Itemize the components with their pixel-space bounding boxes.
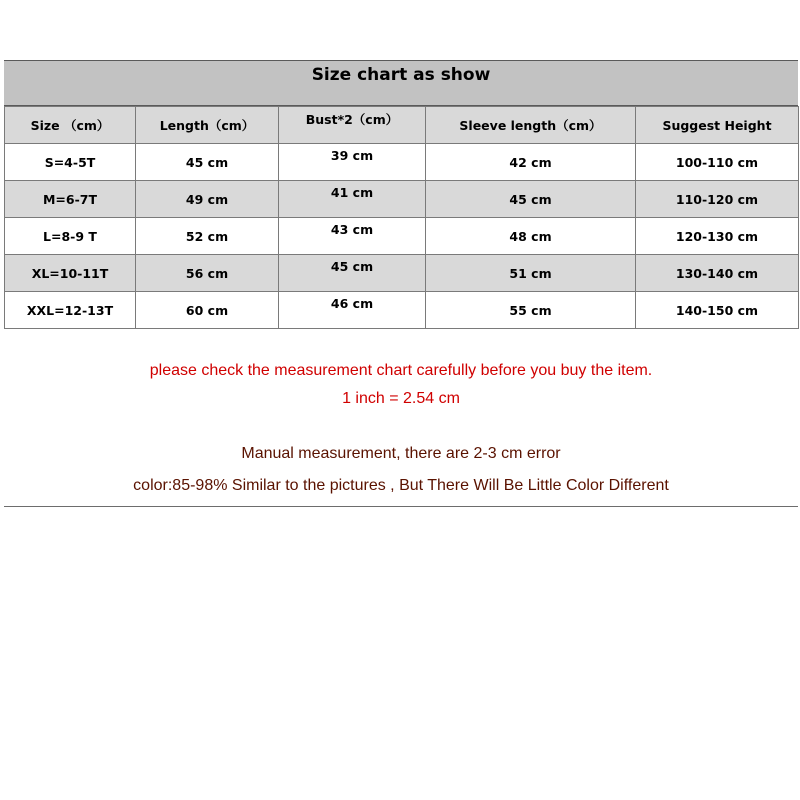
- cell-size: XL=10-11T: [5, 255, 136, 292]
- cell-bust: 46 cm: [279, 292, 426, 329]
- cell-suggest-height: 130-140 cm: [636, 255, 799, 292]
- cell-suggest-height: 120-130 cm: [636, 218, 799, 255]
- cell-sleeve-length: 45 cm: [426, 181, 636, 218]
- table-row: [5, 181, 799, 218]
- size-chart: [4, 60, 798, 507]
- cell-length: 56 cm: [136, 255, 279, 292]
- check-chart-note: please check the measurement chart carefully before you buy the item.: [149, 362, 653, 379]
- header-sleeve-length: Sleeve length（cm）: [426, 107, 636, 144]
- table-header-row: [5, 107, 799, 144]
- table-row: [5, 218, 799, 255]
- cell-length: 60 cm: [136, 292, 279, 329]
- cell-sleeve-length: 42 cm: [426, 144, 636, 181]
- inch-conversion-note: 1 inch = 2.54 cm: [342, 390, 460, 407]
- cell-suggest-height: 100-110 cm: [636, 144, 799, 181]
- cell-sleeve-length: 55 cm: [426, 292, 636, 329]
- cell-bust: 39 cm: [279, 144, 426, 181]
- header-length: Length（cm）: [136, 107, 279, 144]
- header-bust: Bust*2（cm）: [279, 107, 426, 144]
- cell-size: S=4-5T: [5, 144, 136, 181]
- table-row: [5, 292, 799, 329]
- cell-sleeve-length: 48 cm: [426, 218, 636, 255]
- cell-size: M=6-7T: [5, 181, 136, 218]
- chart-title: Size chart as show: [4, 60, 798, 106]
- cell-suggest-height: 110-120 cm: [636, 181, 799, 218]
- header-suggest-height: Suggest Height: [636, 107, 799, 144]
- cell-sleeve-length: 51 cm: [426, 255, 636, 292]
- table-row: [5, 255, 799, 292]
- cell-length: 52 cm: [136, 218, 279, 255]
- cell-length: 45 cm: [136, 144, 279, 181]
- cell-length: 49 cm: [136, 181, 279, 218]
- header-size: Size （cm）: [5, 107, 136, 144]
- color-note: color:85-98% Similar to the pictures , But There Will Be Little Color Different: [133, 477, 669, 494]
- cell-bust: 41 cm: [279, 181, 426, 218]
- manual-measurement-note: Manual measurement, there are 2-3 cm error: [241, 445, 561, 462]
- table-row: [5, 144, 799, 181]
- cell-bust: 45 cm: [279, 255, 426, 292]
- cell-suggest-height: 140-150 cm: [636, 292, 799, 329]
- cell-size: XXL=12-13T: [5, 292, 136, 329]
- size-table: [4, 106, 799, 329]
- cell-size: L=8-9 T: [5, 218, 136, 255]
- cell-bust: 43 cm: [279, 218, 426, 255]
